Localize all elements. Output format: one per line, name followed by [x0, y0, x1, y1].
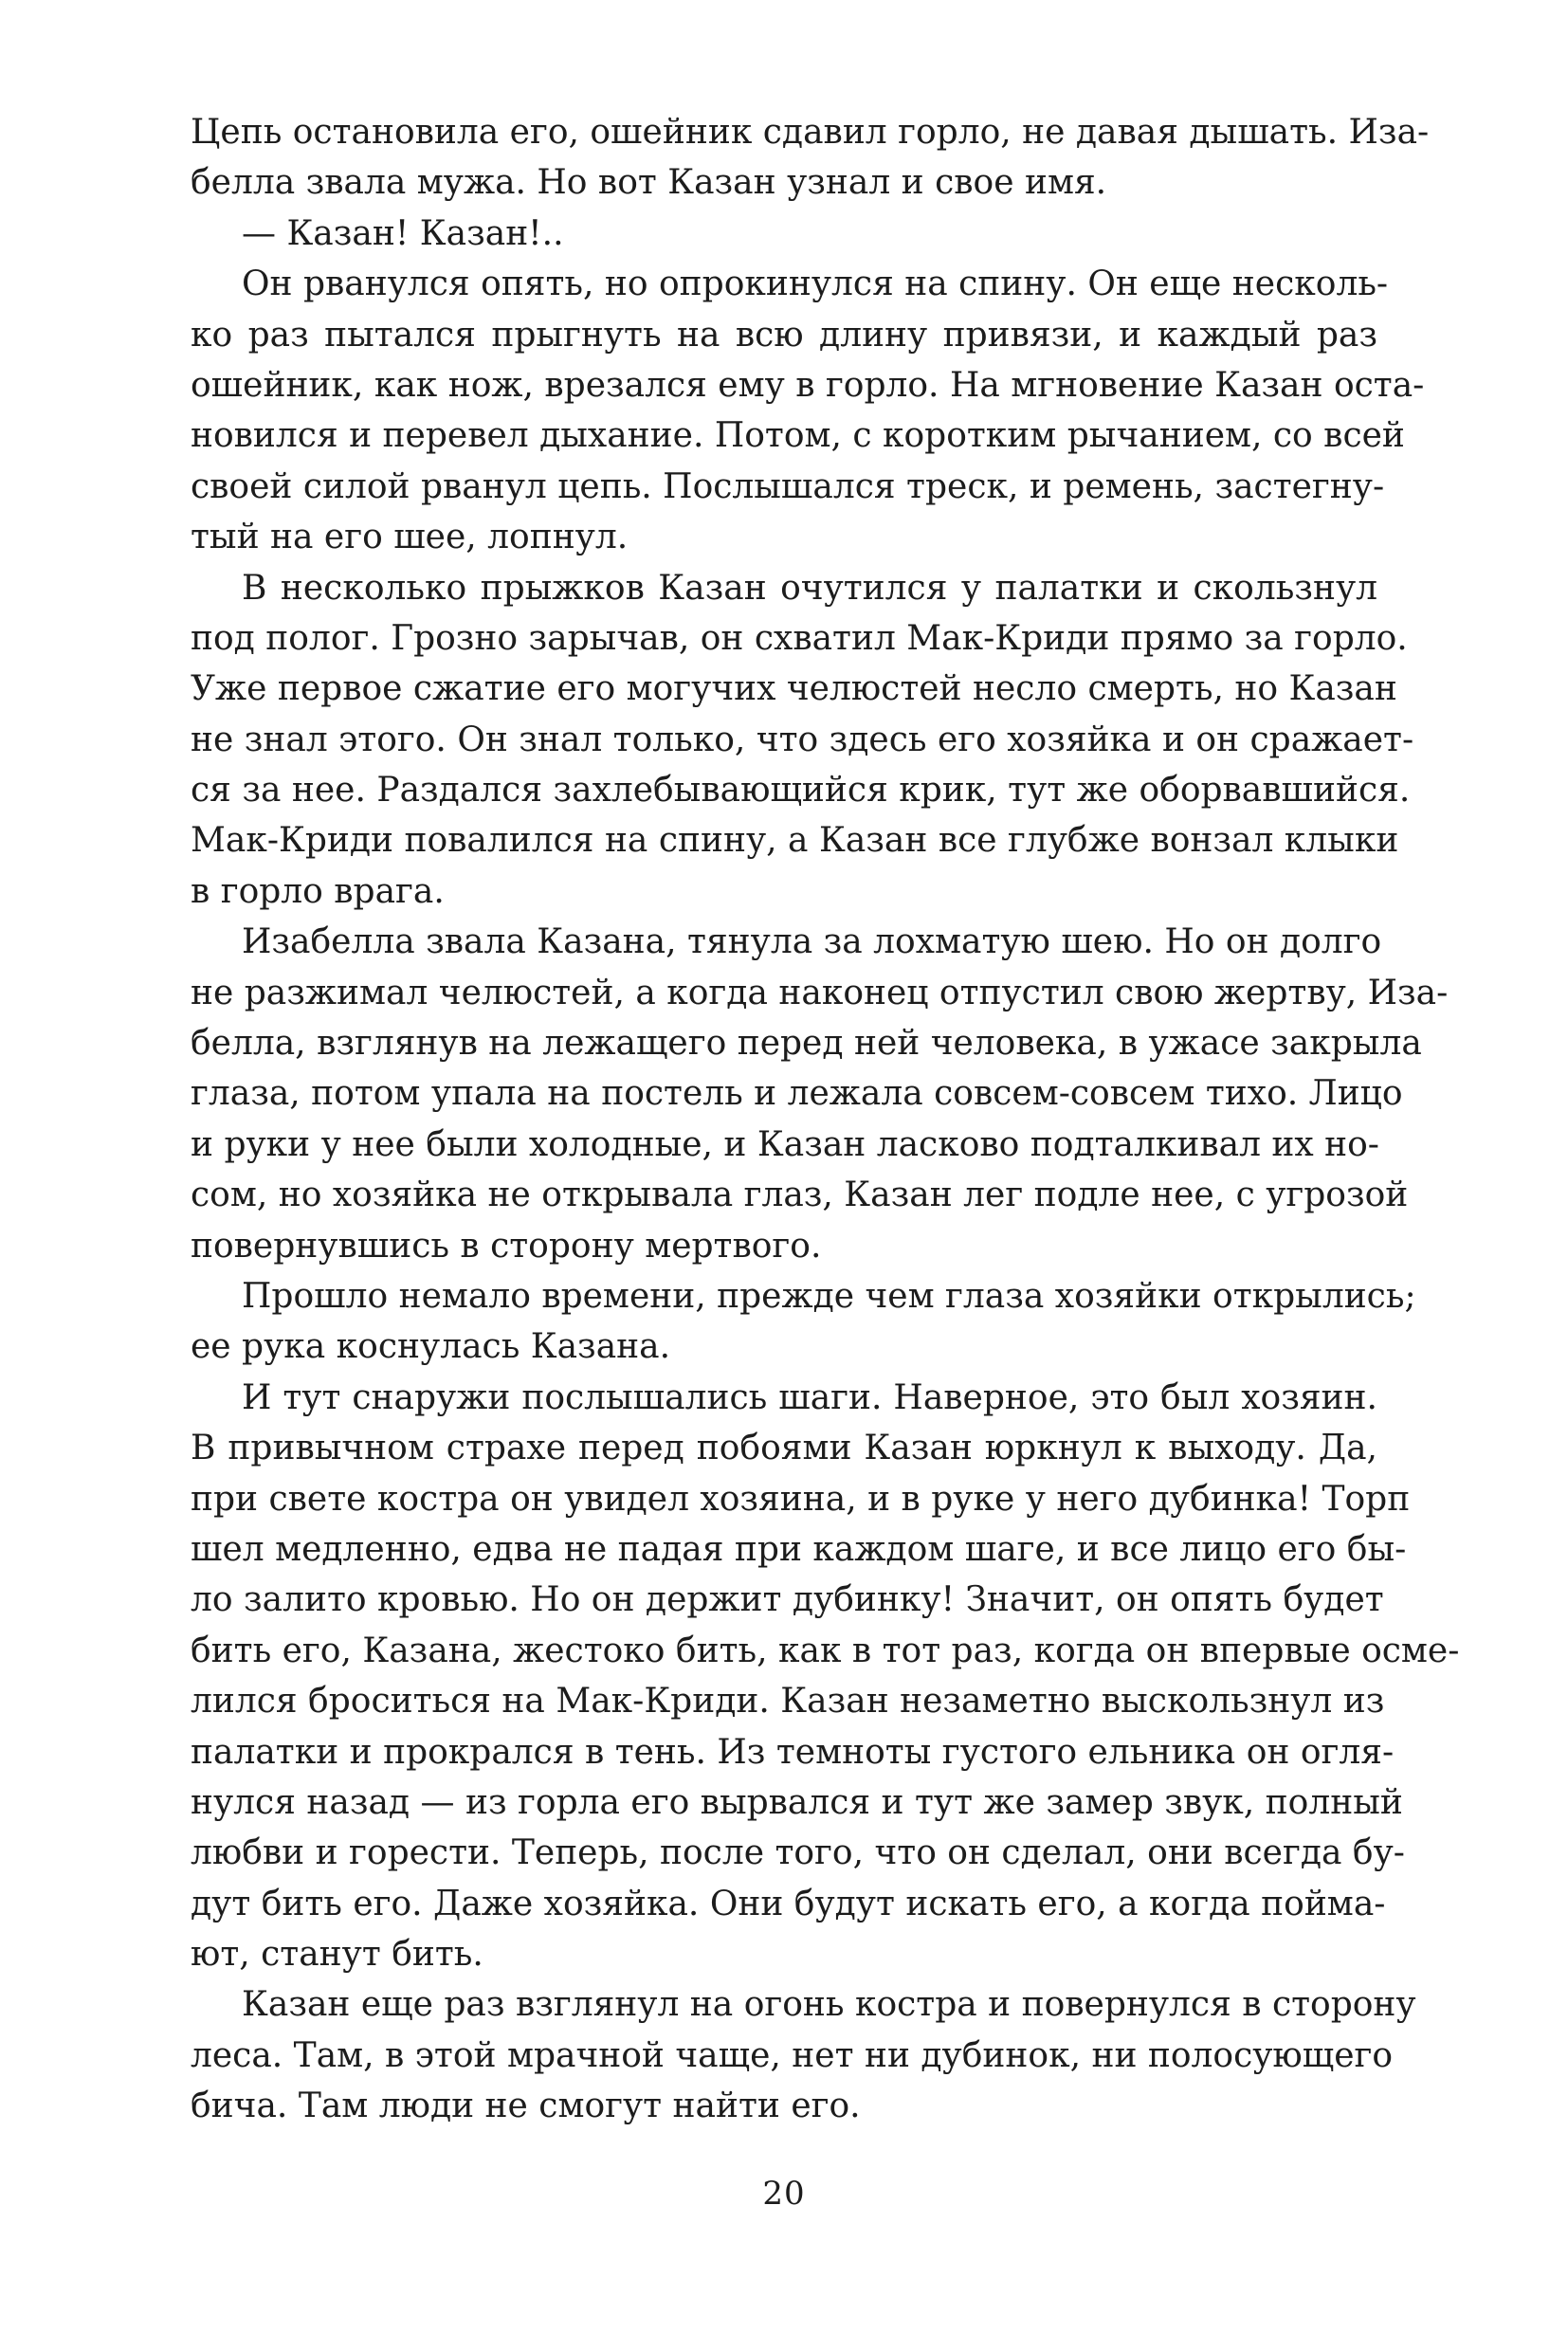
text-line: Прошло немало времени, прежде чем глаза хозяйки открылись; — [242, 1276, 1416, 1316]
text-line: нулся назад — из горла его вырвался и тут же замер звук, полный — [191, 1782, 1403, 1822]
paragraph — [191, 1979, 1416, 2131]
page-number: 20 — [762, 2175, 806, 2213]
text-line: ло залито кровью. Но он держит дубинку! Значит, он опять будет — [191, 1580, 1384, 1620]
text-line: И тут снаружи послышались шаги. Наверное, это был хозяин. — [242, 1377, 1377, 1417]
text-line: белла звала мужа. Но вот Казан узнал и свое имя. — [191, 163, 1107, 203]
text-line: ошейник, как нож, врезался ему в горло. На мгновение Казан оста- — [191, 365, 1425, 405]
text-line: бить его, Казана, жестоко бить, как в тот раз, когда он впервые осме- — [191, 1631, 1460, 1670]
text-line: ся за нее. Раздался захлебывающийся крик, тут же оборвавшийся. — [191, 771, 1411, 811]
text-line: в горло врага. — [191, 871, 445, 911]
text-line: шел медленно, едва не падая при каждом шаге, и все лицо его бы- — [191, 1529, 1407, 1569]
text-line: тый на его шее, лопнул. — [191, 518, 629, 557]
paragraph — [191, 259, 1425, 562]
text-line: Казан еще раз взглянул на огонь костра и повернулся в сторону — [242, 1985, 1416, 2025]
text-line: повернувшись в сторону мертвого. — [191, 1226, 822, 1266]
text-line: глаза, потом упала на постель и лежала совсем-совсем тихо. Лицо — [191, 1074, 1403, 1114]
text-line: и руки у нее были холодные, и Казан ласково подталкивал их но- — [191, 1124, 1379, 1164]
text-line: не разжимал челюстей, а когда наконец отпустил свою жертву, Иза- — [191, 973, 1449, 1012]
paragraph — [191, 917, 1449, 1271]
body-text — [191, 107, 1460, 2132]
text-line: под полог. Грозно зарычав, он схватил Мак-Криди прямо за горло. — [191, 618, 1408, 658]
text-line: ее рука коснулась Казана. — [191, 1327, 671, 1367]
text-line: В несколько прыжков Казан очутился у палатки и скользнул — [242, 568, 1377, 608]
text-line: Изабелла звала Казана, тянула за лохматую шею. Но он долго — [242, 922, 1382, 962]
text-line: бича. Там люди не смогут найти его. — [191, 2087, 861, 2126]
text-line: Мак-Криди повалился на спину, а Казан все глубже вонзал клыки — [191, 821, 1399, 861]
text-line: при свете костра он увидел хозяина, и в руке у него дубинка! Торп — [191, 1479, 1411, 1519]
text-line: Уже первое сжатие его могучих челюстей несло смерть, но Казан — [191, 669, 1397, 709]
text-line: не знал этого. Он знал только, что здесь его хозяйка и он сражает- — [191, 720, 1414, 759]
paragraph — [191, 563, 1414, 918]
text-line: Он рванулся опять, но опрокинулся на спину. Он еще несколь- — [242, 264, 1389, 304]
text-line: Цепь остановила его, ошейник сдавил горло, не давая дышать. Иза- — [191, 113, 1430, 152]
paragraph — [191, 1373, 1460, 1980]
text-line: дут бить его. Даже хозяйка. Они будут искать его, а когда пойма- — [191, 1884, 1386, 1923]
text-line: новился и перевел дыхание. Потом, с коротким рычанием, со всей — [191, 416, 1405, 456]
text-line: — Казан! Казан!.. — [242, 213, 564, 253]
text-line: своей силой рванул цепь. Послышался треск, и ремень, застегну- — [191, 466, 1385, 506]
text-line: В привычном страхе перед побоями Казан юркнул к выходу. Да, — [191, 1429, 1377, 1468]
text-line: палатки и прокрался в тень. Из темноты густого ельника он огля- — [191, 1732, 1395, 1772]
text-line: сом, но хозяйка не открывала глаз, Казан лег подле нее, с угрозой — [191, 1176, 1409, 1215]
text-line: любви и горести. Теперь, после того, что он сделал, они всегда бу- — [191, 1833, 1405, 1873]
text-line: белла, взглянув на лежащего перед ней человека, в ужасе закрыла — [191, 1024, 1422, 1064]
paragraph — [191, 1271, 1416, 1373]
paragraph — [191, 209, 1377, 259]
text-line: леса. Там, в этой мрачной чаще, нет ни дубинок, ни полосующего — [191, 2035, 1394, 2075]
text-line: лился броситься на Мак-Криди. Казан незаметно выскользнул из — [191, 1682, 1385, 1722]
text-line: ют, станут бить. — [191, 1935, 483, 1975]
text-line: ко раз пытался прыгнуть на всю длину привязи, и каждый раз — [191, 315, 1377, 355]
paragraph — [191, 107, 1430, 209]
